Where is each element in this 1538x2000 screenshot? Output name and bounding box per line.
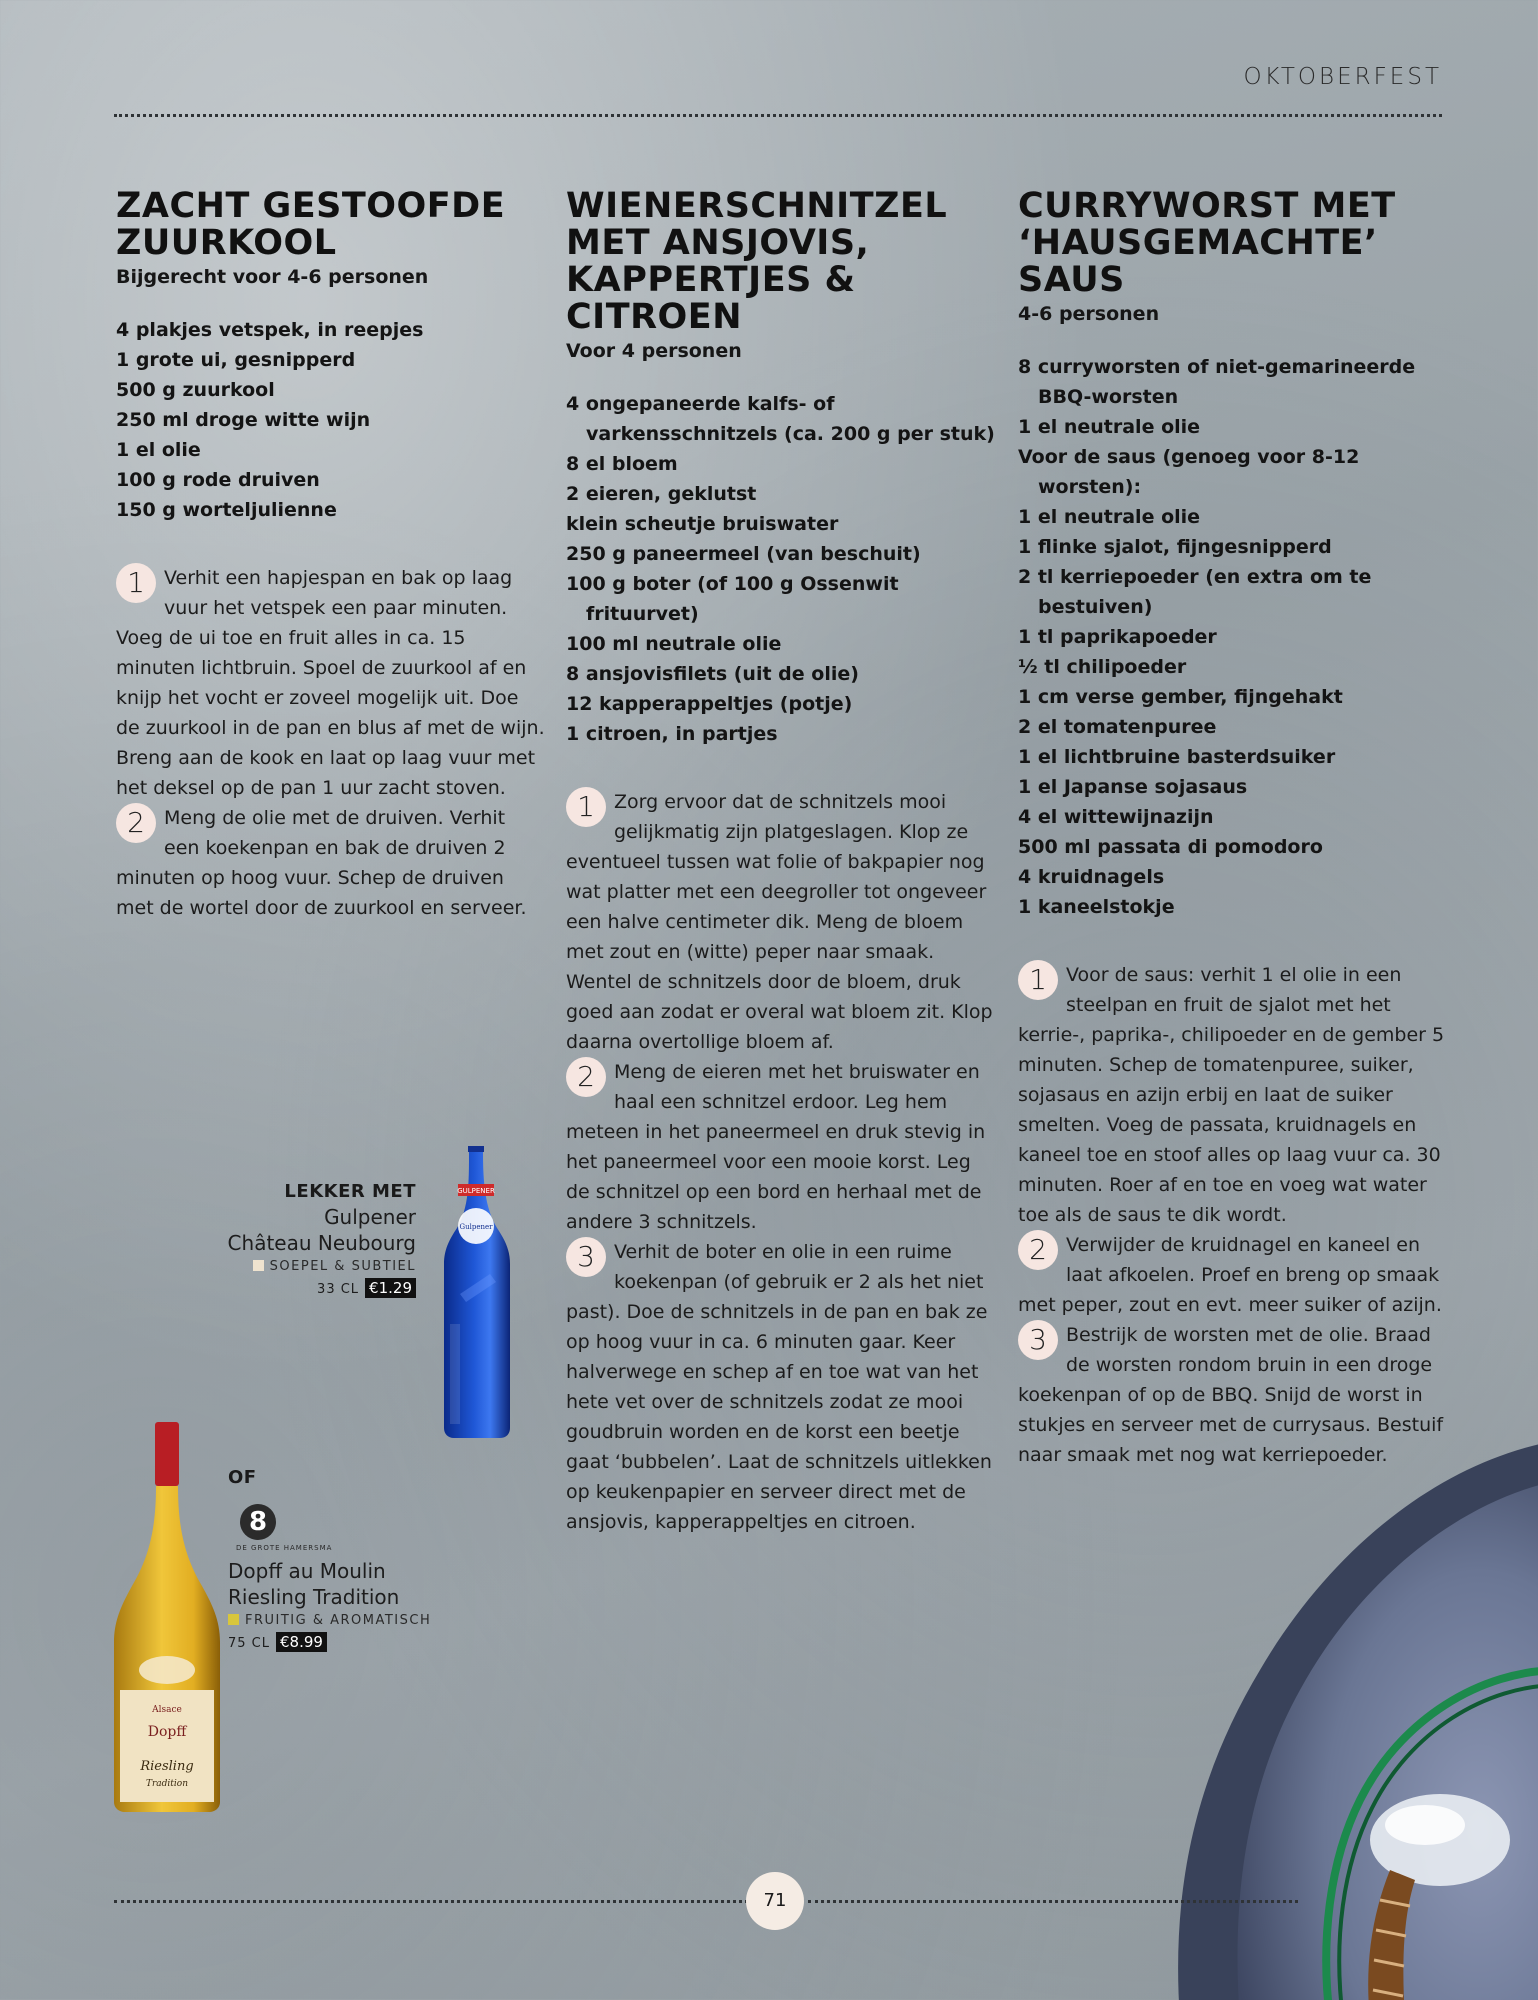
ingredient: 1 cm verse gember, fijngehakt [1018,686,1343,708]
step-text: Verwijder de kruidnagel en kaneel en laat afkoelen. Proef en breng op smaak met peper, zout en evt. meer suiker of azijn. [1018,1234,1442,1316]
taste-swatch [253,1260,264,1271]
step-number-badge: 1 [566,787,606,827]
ingredient: 12 kapperappeltjes (potje) [566,693,853,715]
step [1018,960,1448,1230]
ingredient: 1 grote ui, gesnipperd [116,349,356,371]
recipe-title: ZACHT GESTOOFDE ZUURKOOL [116,186,506,263]
ingredient: 1 el neutrale olie [1018,506,1201,528]
beer-pairing [200,1180,416,1301]
score-number: 8 [240,1504,276,1540]
wine-score-badge [240,1504,468,1540]
beer-taste-label: SOEPEL & SUBTIEL [269,1259,416,1274]
step-number-badge: 3 [1018,1320,1058,1360]
ingredient: 4 ongepaneerde kalfs- of varkensschnitzels (ca. 200 g per stuk) [566,393,995,445]
ingredient: 150 g worteljulienne [116,499,337,521]
section-label: OKTOBERFEST [1243,64,1442,90]
beer-price-line [200,1278,416,1301]
step [116,563,546,803]
recipe-servings: 4-6 personen [1018,303,1160,325]
step-text: Verhit de boter en olie in een ruime koekenpan (of gebruik er 2 als het niet past). Doe de schnitzels in de pan en bak ze op hoog vuur in ca. 6 minuten gaar. Keer halverwege en schep af en toe wat van het hete vet over de schnitzels zodat ze mooi goudbruin worden en de korst een beetje gaat ‘bubbelen’. Laat de schnitzels uitlekken op keukenpapier en serveer direct met de ansjovis, kapperappeltjes en citroen. [566,1241,992,1533]
ingredient: 1 el Japanse sojasaus [1018,776,1248,798]
step-list [566,787,996,1537]
ingredient: 2 eieren, geklutst [566,483,757,505]
pairing-heading: LEKKER MET [284,1181,416,1202]
recipe-curryworst [1018,188,1448,1470]
wine-volume: 75 CL [228,1636,270,1651]
ingredient: 4 kruidnagels [1018,866,1165,888]
step-text: Verhit een hapjespan en bak op laag vuur het vetspek een paar minuten. Voeg de ui toe en fruit alles in ca. 15 minuten lichtbruin. Spoel de zuurkool af en knijp het vocht er zoveel mogelijk uit. Doe de zuurkool in de pan en blus af met de wijn. Breng aan de kook en laat op laag vuur met het deksel op de pan 1 uur zacht stoven. [116,567,545,799]
wine-pairing [228,1466,468,1655]
ingredient: 8 ansjovisfilets (uit de olie) [566,663,859,685]
recipe-servings: Bijgerecht voor 4-6 personen [116,266,429,288]
ingredient: 4 el wittewijnazijn [1018,806,1214,828]
step-text: Voor de saus: verhit 1 el olie in een steelpan en fruit de sjalot met het kerrie-, paprika-, chilipoeder en de gember 5 minuten. Schep de tomatenpuree, suiker, sojasaus en azijn erbij en laat de suiker smelten. Voeg de passata, kruidnagels en kaneel toe en stoof alles op laag vuur ca. 30 minuten. Roer af en toe en voeg wat water toe als de saus te dik wordt. [1018,964,1445,1226]
beer-bottle-image [440,1144,512,1440]
recipe-servings: Voor 4 personen [566,340,742,362]
beer-price: €1.29 [365,1278,416,1298]
tyrolean-hat-image [1140,1440,1538,2000]
ingredient: ½ tl chilipoeder [1018,656,1187,678]
top-divider [114,114,1442,117]
beer-taste [200,1256,416,1278]
ingredient: 100 g rode druiven [116,469,320,491]
taste-swatch [228,1614,239,1625]
step-text: Meng de eieren met het bruiswater en haal een schnitzel erdoor. Leg hem meteen in het paneermeel en druk stevig in het paneermeel voor een mooie korst. Leg de schnitzel op een bord en herhaal met de andere 3 schnitzels. [566,1061,986,1233]
step-number-badge: 2 [116,803,156,843]
step-list [1018,960,1448,1470]
step-text: Zorg ervoor dat de schnitzels mooi gelijkmatig zijn platgeslagen. Klop ze eventueel tussen wat folie of bakpapier nog wat platter met een deegroller tot ongeveer een halve centimeter dik. Meng de bloem met zout en (witte) peper naar smaak. Wentel de schnitzels door de bloem, druk goed aan zodat er overal wat bloem zit. Klop daarna overtollige bloem af. [566,791,993,1053]
ingredient: 1 kaneelstokje [1018,896,1175,918]
ingredient: 250 ml droge witte wijn [116,409,371,431]
step-number-badge: 3 [566,1237,606,1277]
ingredient: 2 tl kerriepoeder (en extra om te bestuiven) [1018,566,1372,618]
step-number-badge: 1 [116,563,156,603]
step [566,1057,996,1237]
or-label: OF [228,1467,257,1488]
bottom-divider-right [808,1900,1298,1903]
wine-price: €8.99 [276,1632,327,1652]
ingredient: 500 g zuurkool [116,379,275,401]
wine-bottle-image [112,1420,222,1816]
ingredient: 2 el tomatenpuree [1018,716,1217,738]
ingredient: 4 plakjes vetspek, in reepjes [116,319,424,341]
wine-label-variety: Riesling [140,1759,194,1774]
wine-name: Riesling Tradition [228,1585,400,1609]
step-number-badge: 1 [1018,960,1058,1000]
beer-name: Château Neubourg [227,1231,416,1255]
ingredient: 100 g boter (of 100 g Ossenwit frituurvet) [566,573,899,625]
score-caption: DE GROTE HAMERSMA [236,1544,333,1552]
recipe-title: WIENERSCHNITZEL MET ANSJOVIS, KAPPERTJES & CITROEN [566,186,948,337]
recipe-title: CURRYWORST MET ‘HAUSGEMACHTE’ SAUS [1018,186,1396,300]
ingredient-list [1018,352,1448,922]
ingredient: Voor de saus (genoeg voor 8-12 worsten): [1018,446,1360,498]
ingredient: 1 el neutrale olie [1018,416,1201,438]
beer-volume: 33 CL [317,1282,360,1297]
ingredient: 8 el bloem [566,453,678,475]
step-text: Bestrijk de worsten met de olie. Braad de worsten rondom bruin in een droge koekenpan of op de BBQ. Snijd de worst in stukjes en serveer met de currysaus. Bestuif naar smaak met nog wat kerriepoeder. [1018,1324,1444,1466]
wine-label-top: Alsace [152,1705,182,1715]
ingredient: 1 flinke sjalot, fijngesnipperd [1018,536,1332,558]
beer-label-middle: Gulpener [459,1223,493,1231]
recipe-zuurkool [116,188,546,923]
page-number: 71 [746,1872,804,1930]
ingredient: 1 el olie [116,439,201,461]
ingredient: 500 ml passata di pomodoro [1018,836,1323,858]
step [1018,1230,1448,1320]
beer-brand: Gulpener [324,1205,416,1229]
ingredient: 100 ml neutrale olie [566,633,782,655]
wine-label-sub: Tradition [145,1779,189,1789]
beer-label-top: GULPENER [457,1187,495,1195]
wine-taste [228,1610,468,1632]
recipe-wienerschnitzel [566,188,996,1537]
step [566,1237,996,1537]
step-text: Meng de olie met de druiven. Verhit een koekenpan en bak de druiven 2 minuten op hoog vuur. Schep de druiven met de wortel door de zuurkool en serveer. [116,807,527,919]
wine-taste-label: FRUITIG & AROMATISCH [245,1613,432,1628]
step [116,803,546,923]
bottom-divider-left [114,1900,796,1903]
wine-brand: Dopff au Moulin [228,1559,386,1583]
ingredient-list [566,389,996,749]
ingredient: 1 el lichtbruine basterdsuiker [1018,746,1336,768]
ingredient: 8 curryworsten of niet-gemarineerde BBQ-worsten [1018,356,1416,408]
ingredient: klein scheutje bruiswater [566,513,839,535]
step [566,787,996,1057]
ingredient: 1 citroen, in partjes [566,723,778,745]
wine-label-brand: Dopff [147,1724,187,1740]
ingredient-list [116,315,546,525]
wine-price-line [228,1632,468,1655]
step-list [116,563,546,923]
step-number-badge: 2 [566,1057,606,1097]
ingredient: 1 tl paprikapoeder [1018,626,1217,648]
ingredient: 250 g paneermeel (van beschuit) [566,543,921,565]
step-number-badge: 2 [1018,1230,1058,1270]
